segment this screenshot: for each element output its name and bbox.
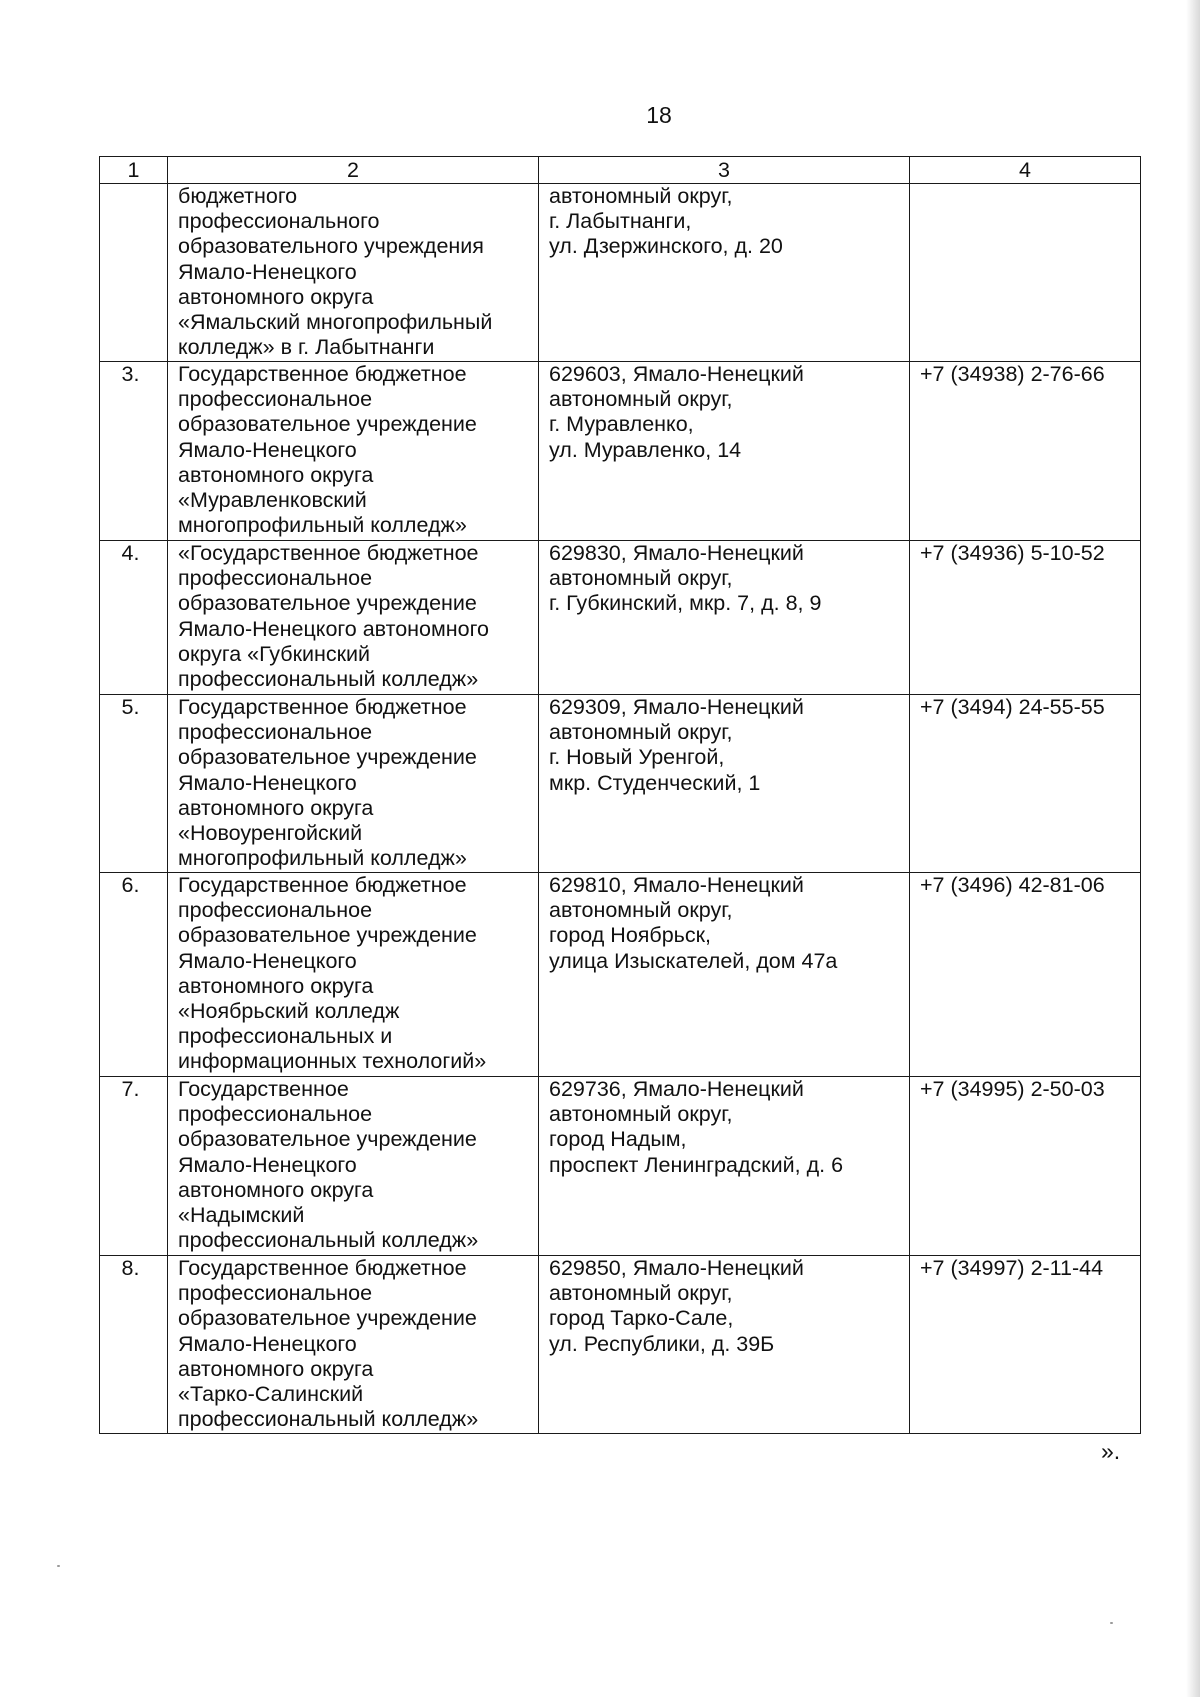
row-number: 4. — [100, 541, 168, 695]
institutions-table — [99, 156, 1141, 1434]
table-row — [100, 184, 1141, 362]
scan-speck — [57, 1565, 60, 1567]
row-number: 6. — [100, 873, 168, 1077]
institution-name: бюджетного профессионального образовательного учреждения Ямало-Ненецкого автономного округа «Ямальский многопрофильный колледж» в г. Лабытнанги — [168, 184, 539, 362]
institution-phone — [910, 184, 1141, 362]
institution-address: 629603, Ямало-Ненецкий автономный округ, г. Муравленко, ул. Муравленко, 14 — [539, 362, 910, 541]
institution-address: автономный округ, г. Лабытнанги, ул. Дзержинского, д. 20 — [539, 184, 910, 362]
institution-phone: +7 (34936) 5-10-52 — [910, 541, 1141, 695]
header-col-3: 3 — [539, 157, 910, 184]
row-number — [100, 184, 168, 362]
row-number: 5. — [100, 695, 168, 873]
table-row — [100, 1256, 1141, 1434]
scan-speck — [1110, 1622, 1113, 1624]
header-col-4: 4 — [910, 157, 1141, 184]
page-edge-shadow — [1186, 0, 1200, 1697]
table-row — [100, 362, 1141, 541]
institution-phone: +7 (3494) 24-55-55 — [910, 695, 1141, 873]
closing-quote-mark: ». — [1101, 1438, 1121, 1464]
row-number: 8. — [100, 1256, 168, 1434]
institution-name: «Государственное бюджетное профессиональное образовательное учреждение Ямало-Ненецкого автономного округа «Губкинский профессиональный колледж» — [168, 541, 539, 695]
row-number: 7. — [100, 1077, 168, 1256]
institution-phone: +7 (3496) 42-81-06 — [910, 873, 1141, 1077]
institution-address: 629736, Ямало-Ненецкий автономный округ, город Надым, проспект Ленинградский, д. 6 — [539, 1077, 910, 1256]
table-row — [100, 541, 1141, 695]
header-col-1: 1 — [100, 157, 168, 184]
institution-name: Государственное профессиональное образовательное учреждение Ямало-Ненецкого автономного округа «Надымский профессиональный колледж» — [168, 1077, 539, 1256]
institution-name: Государственное бюджетное профессиональное образовательное учреждение Ямало-Ненецкого автономного округа «Муравленковский многопрофильный колледж» — [168, 362, 539, 541]
institution-phone: +7 (34938) 2-76-66 — [910, 362, 1141, 541]
table-row — [100, 695, 1141, 873]
institution-name: Государственное бюджетное профессиональное образовательное учреждение Ямало-Ненецкого автономного округа «Новоуренгойский многопрофильный колледж» — [168, 695, 539, 873]
institution-address: 629830, Ямало-Ненецкий автономный округ, г. Губкинский, мкр. 7, д. 8, 9 — [539, 541, 910, 695]
page-number: 18 — [646, 102, 672, 128]
table-row — [100, 1077, 1141, 1256]
institution-address: 629309, Ямало-Ненецкий автономный округ, г. Новый Уренгой, мкр. Студенческий, 1 — [539, 695, 910, 873]
institution-phone: +7 (34995) 2-50-03 — [910, 1077, 1141, 1256]
institution-name: Государственное бюджетное профессиональное образовательное учреждение Ямало-Ненецкого автономного округа «Тарко-Салинский профессиональный колледж» — [168, 1256, 539, 1434]
institution-name: Государственное бюджетное профессиональное образовательное учреждение Ямало-Ненецкого автономного округа «Ноябрьский колледж профессиональных и информационных технологий» — [168, 873, 539, 1077]
institution-address: 629810, Ямало-Ненецкий автономный округ, город Ноябрьск, улица Изыскателей, дом 47а — [539, 873, 910, 1077]
institution-address: 629850, Ямало-Ненецкий автономный округ, город Тарко-Сале, ул. Республики, д. 39Б — [539, 1256, 910, 1434]
header-col-2: 2 — [168, 157, 539, 184]
table-header-row — [100, 157, 1141, 184]
institution-phone: +7 (34997) 2-11-44 — [910, 1256, 1141, 1434]
row-number: 3. — [100, 362, 168, 541]
table-row — [100, 873, 1141, 1077]
